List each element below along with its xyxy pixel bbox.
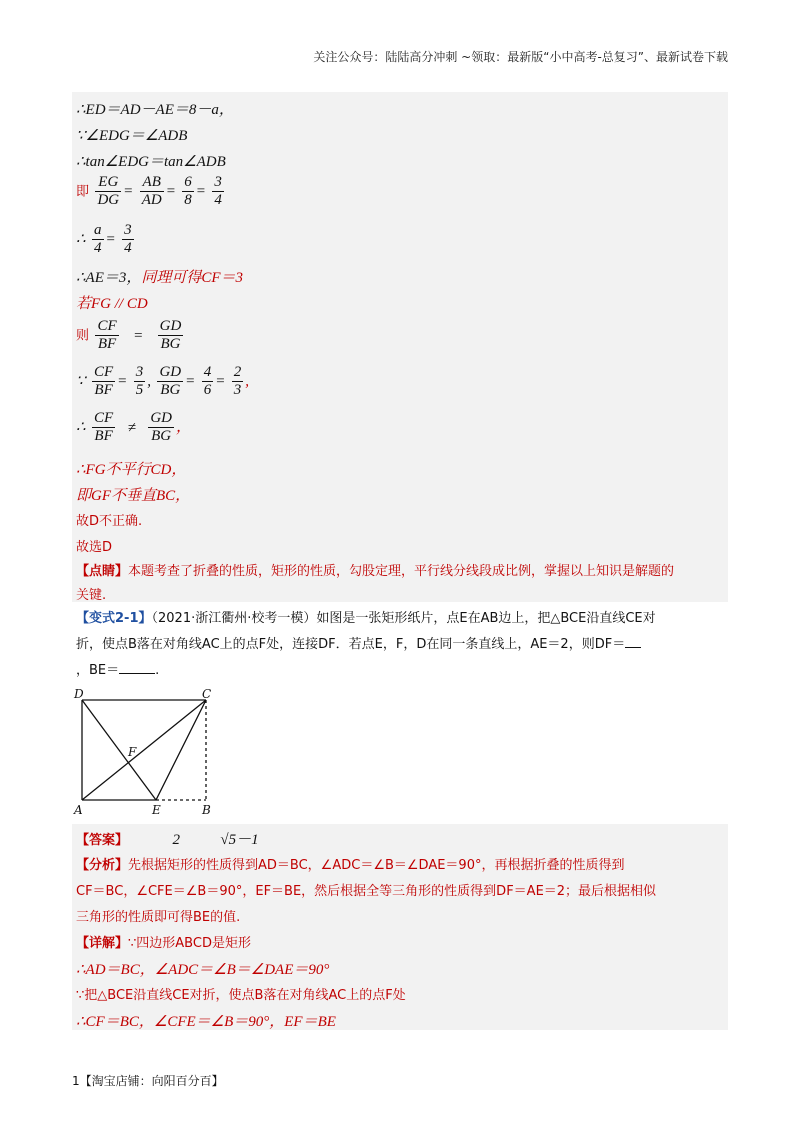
solution-line: ∴FG不平行CD，: [76, 462, 187, 478]
answer-value-1: 2: [172, 832, 180, 848]
label-f: F: [128, 745, 137, 759]
answer-line: 【答案】 2 √5－1: [76, 832, 259, 848]
comment-line: 关键.: [76, 588, 107, 603]
label-b: B: [202, 803, 211, 817]
label-d: D: [74, 687, 84, 701]
analysis-line: 【分析】先根据矩形的性质得到AD＝BC，∠ADC＝∠B＝∠DAE＝90°，再根据折叠的性质得到: [76, 858, 625, 873]
fraction: $\frac{AB}{AD}$: [141, 174, 162, 208]
fraction: $\frac{6}{8}$: [184, 174, 192, 208]
solution-line: ∵∠EDG＝∠ADB: [76, 128, 188, 144]
detail-line: ∴CF＝BC，∠CFE＝∠B＝90°，EF＝BE: [76, 1014, 336, 1030]
solution-line-ratio: ∵ $\frac{CF}{BF}$ = $\frac{3}{5}$ , $\frac{GD}{BG}$ = $\frac{4}{6}$ = $\frac{2}{3}$ ,: [76, 364, 250, 398]
solution-line: 即GF不垂直BC，: [76, 488, 191, 504]
solution-line: ∴AE＝3，同理可得CF＝3: [76, 270, 244, 286]
fraction: $\frac{EG}{DG}$: [97, 174, 120, 208]
solution-line: ∴ED＝AD－AE＝8－a，: [76, 102, 234, 118]
diagonal-ac: [82, 700, 206, 800]
page-header: 关注公众号：陆陆高分冲刺 ~领取：最新版“小中高考-总复习”、最新试卷下载: [313, 50, 728, 64]
page-footer: 1【淘宝店铺：向阳百分百】: [72, 1074, 224, 1088]
solution-line: 若FG // CD: [76, 296, 148, 312]
answer-block: [72, 824, 728, 1030]
solution-block: [72, 92, 728, 602]
analysis-line: CF＝BC，∠CFE＝∠B＝90°，EF＝BE，然后根据全等三角形的性质得到DF＝AE＝2；最后根据相似: [76, 884, 657, 899]
fraction: $\frac{a}{4}$: [94, 222, 102, 256]
prefix: 即: [76, 184, 90, 200]
label-e: E: [152, 803, 161, 817]
solution-line: ∴tan∠EDG＝tan∠ADB: [76, 154, 226, 170]
solution-line: 故D不正确.: [76, 514, 143, 529]
analysis-line: 三角形的性质即可得BE的值.: [76, 910, 241, 925]
fraction: $\frac{3}{4}$: [124, 222, 132, 256]
fraction: $\frac{3}{4}$: [214, 174, 222, 208]
detail-line: ∵把△BCE沿直线CE对折，使点B落在对角线AC上的点F处: [76, 988, 406, 1003]
answer-value-2: √5－1: [220, 832, 259, 848]
solution-line-ratio: 则 $\frac{CF}{BF}$ = $\frac{GD}{BG}$: [76, 318, 182, 352]
solution-line: 故选D: [76, 540, 113, 555]
label-c: C: [202, 687, 212, 701]
geometry-figure: [72, 686, 222, 818]
problem-text: 【变式2-1】（2021·浙江衢州·校考一模）如图是一张矩形纸片，点E在AB边上，把△BCE沿直线CE对 折，使点B落在对角线AC上的点F处，连接DF．若点E，F，D在同一条直线上，AE＝2，则DF＝ ，BE＝ .: [76, 611, 656, 678]
fraction: $\frac{GD}{BG}$: [159, 318, 182, 352]
detail-line: ∴AD＝BC，∠ADC＝∠B＝∠DAE＝90°: [76, 962, 330, 978]
detail-line: 【详解】∵四边形ABCD是矩形: [76, 936, 251, 951]
comment-line: 【点睛】本题考查了折叠的性质，矩形的性质，勾股定理，平行线分线段成比例，掌握以上知识是解题的: [76, 564, 675, 579]
label-a: A: [74, 803, 83, 817]
segment-ec: [156, 700, 206, 800]
solution-line-ratio: 即 $\frac{EG}{DG}$ = $\frac{AB}{AD}$ = $\frac{6}{8}$ = $\frac{3}{4}$: [76, 174, 222, 208]
solution-line-ratio: ∴ $\frac{CF}{BF}$ ≠ $\frac{GD}{BG}$ ，: [76, 410, 191, 444]
solution-line-ratio: ∴ $\frac{a}{4}$ = $\frac{3}{4}$: [76, 222, 132, 256]
fraction: $\frac{CF}{BF}$: [97, 318, 117, 352]
